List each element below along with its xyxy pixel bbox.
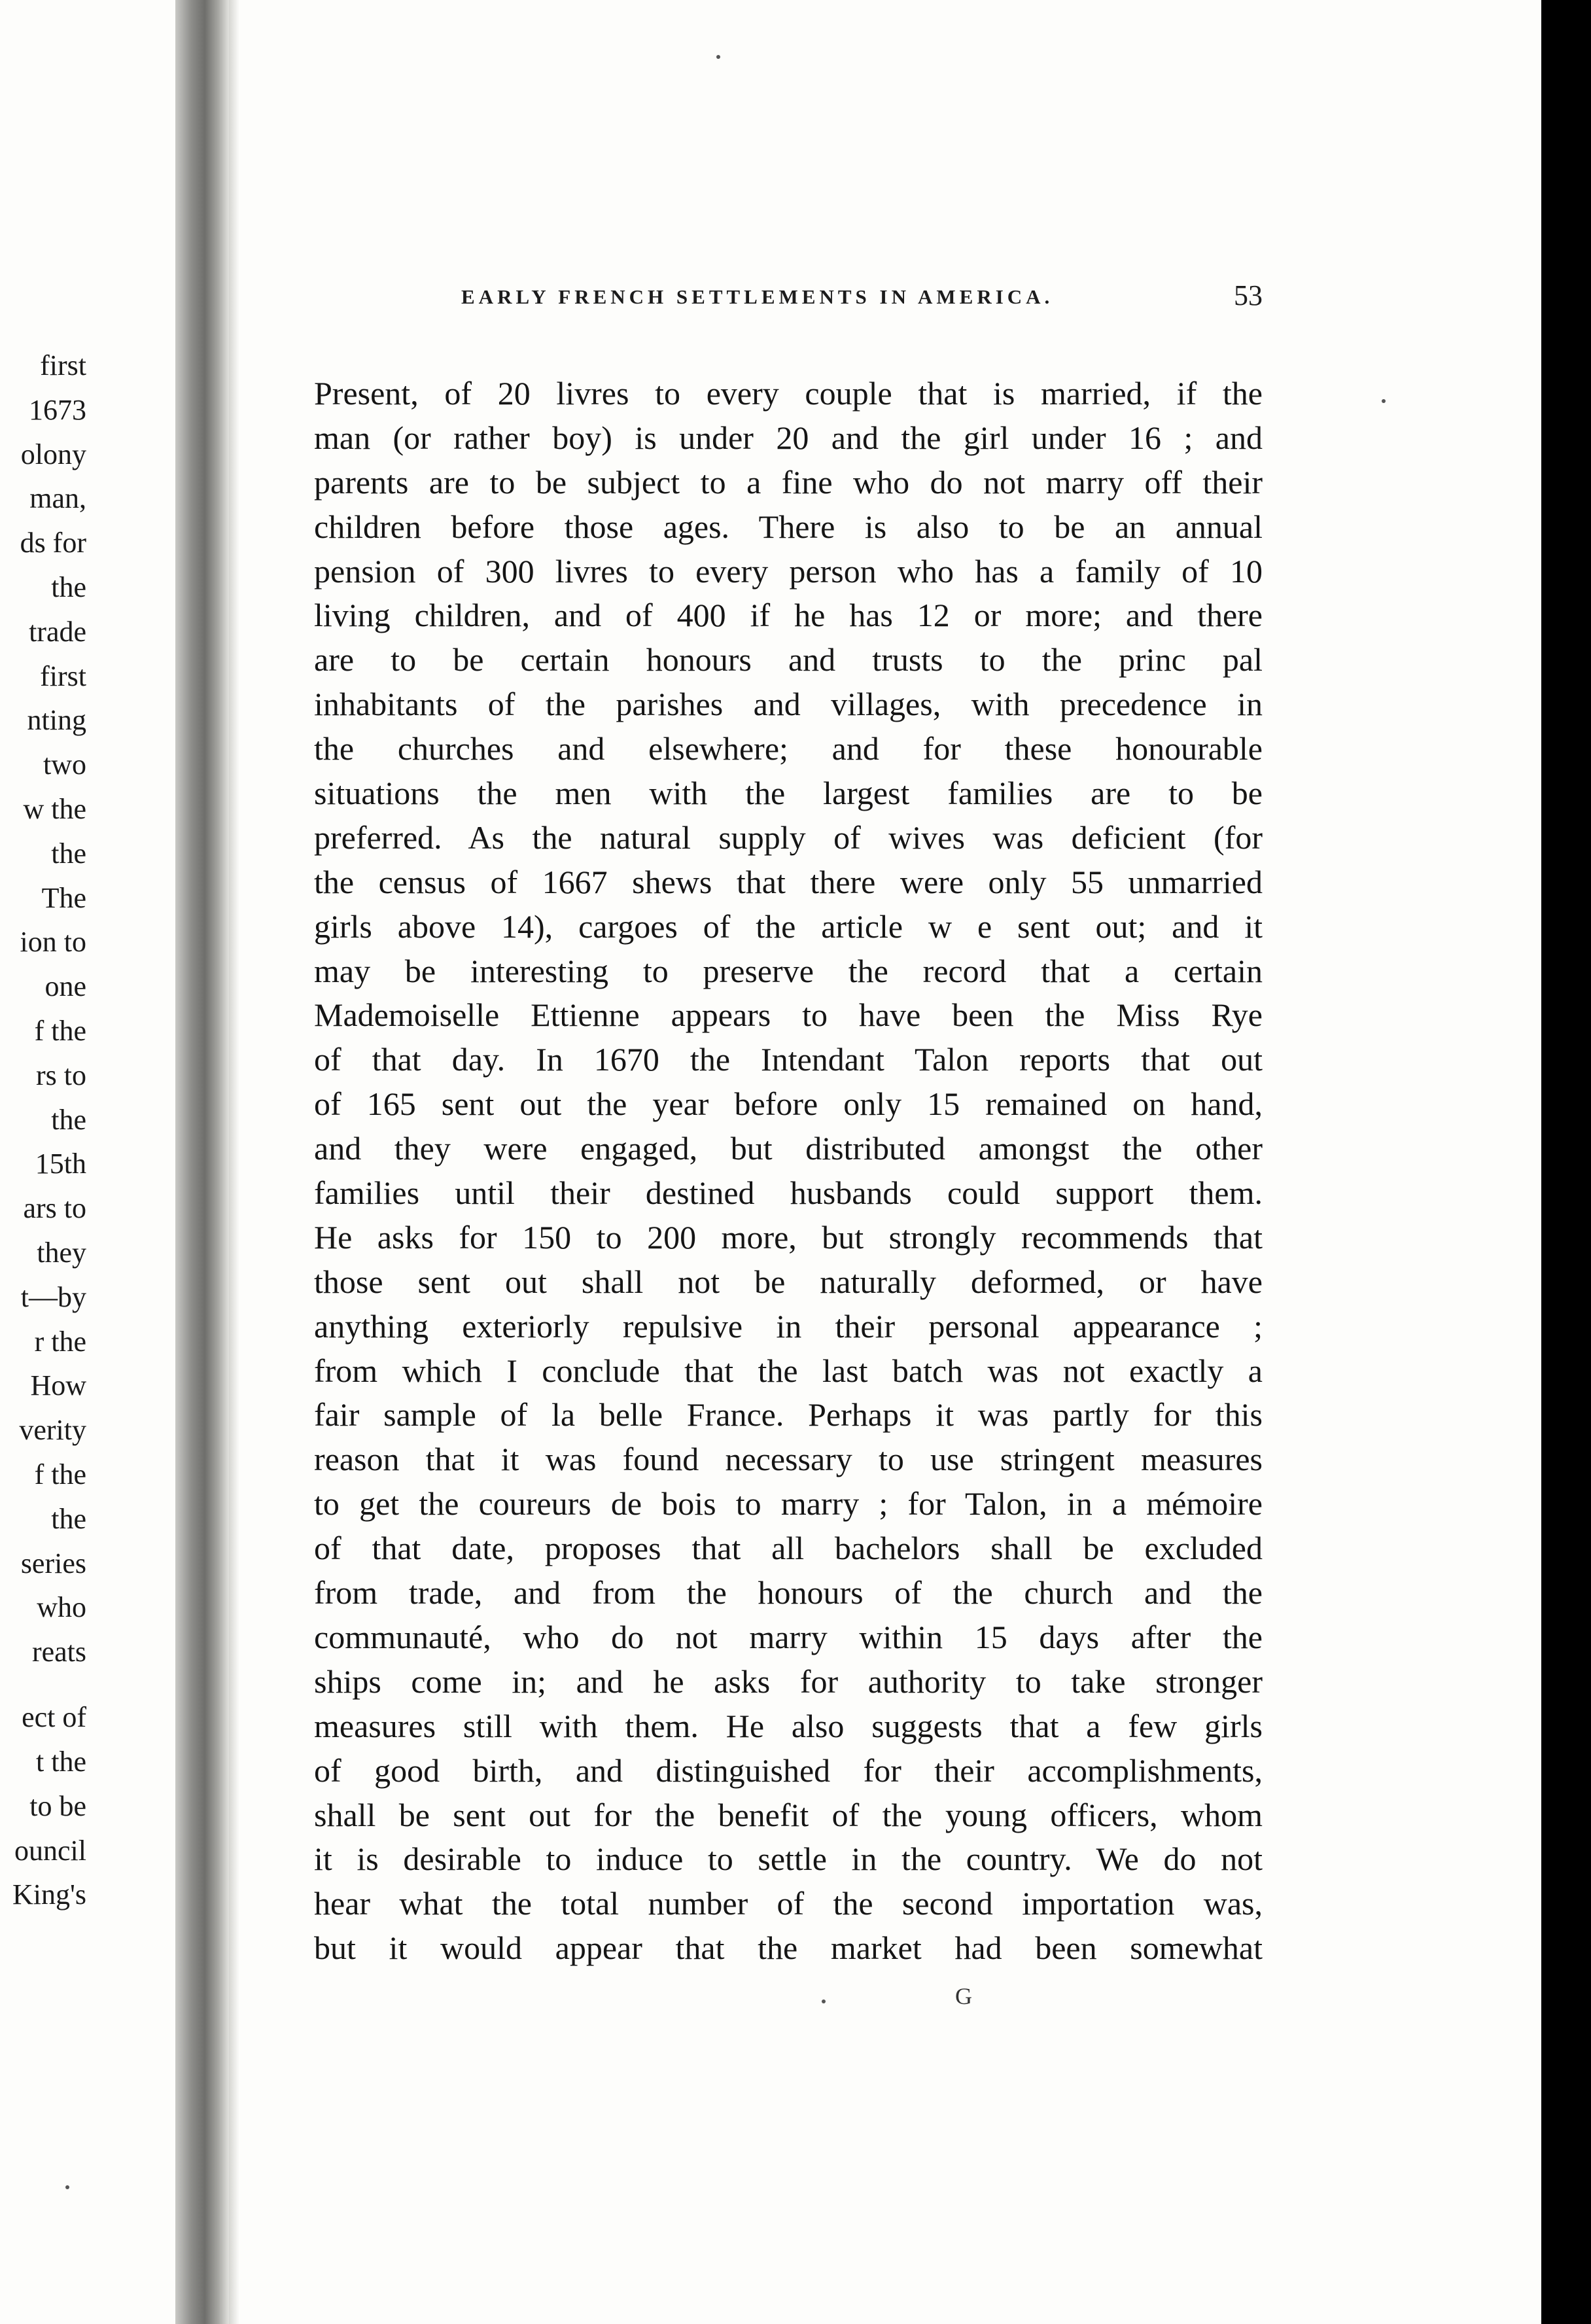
text-line: parents are to be subject to a fine who do not marry off their — [314, 463, 1263, 501]
fragment-line: ion to — [20, 926, 86, 959]
fragment-line: verity — [19, 1414, 86, 1447]
fragment-line: w the — [23, 792, 86, 825]
fragment-line: r the — [34, 1325, 86, 1358]
fragment-line: nting — [27, 704, 86, 737]
scan-speck — [65, 2185, 69, 2189]
running-header — [314, 279, 1263, 318]
scan-speck — [716, 55, 720, 59]
fragment-line: 1673 — [29, 393, 86, 426]
text-line: it is desirable to induce to settle in the country. We do not — [314, 1840, 1263, 1878]
text-line: man (or rather boy) is under 20 and the girl under 16 ; and — [314, 419, 1263, 456]
fragment-line: The — [41, 881, 86, 914]
text-line: situations the men with the largest families are to be — [314, 775, 1263, 812]
fragment-line: two — [43, 748, 86, 781]
text-line: the census of 1667 shews that there were only 55 unmarried — [314, 863, 1263, 900]
text-line: reason that it was found necessary to use stringent measures — [314, 1441, 1263, 1478]
fragment-line: they — [37, 1236, 86, 1269]
text-line: He asks for 150 to 200 more, but strongly recommends that — [314, 1218, 1263, 1256]
text-line: Mademoiselle Ettienne appears to have been the Miss Rye — [314, 996, 1263, 1034]
fragment-line: ars to — [23, 1192, 86, 1225]
fragment-line: the — [51, 837, 86, 870]
facing-page-fragments — [0, 343, 86, 1917]
fragment-line: How — [30, 1369, 86, 1402]
fragment-line: ouncil — [14, 1834, 86, 1867]
book-gutter-shadow — [175, 0, 229, 2324]
fragment-line: 15th — [35, 1148, 86, 1180]
text-line: to get the coureurs de bois to marry ; for Talon, in a mémoire — [314, 1485, 1263, 1523]
fragment-line: rs to — [36, 1059, 86, 1091]
text-line: of that day. In 1670 the Intendant Talon reports that out — [314, 1041, 1263, 1078]
fragment-line: olony — [20, 438, 86, 470]
text-line: may be interesting to preserve the record that a certain — [314, 952, 1263, 989]
text-line: pension of 300 livres to every person who has a family of 10 — [314, 552, 1263, 590]
text-line: from trade, and from the honours of the church and the — [314, 1574, 1263, 1611]
fragment-line: who — [37, 1591, 86, 1624]
text-line: Present, of 20 livres to every couple that is married, if the — [314, 375, 1263, 412]
fragment-line: man, — [29, 482, 86, 515]
fragment-line: first — [40, 349, 86, 381]
fragment-line: reats — [31, 1636, 86, 1668]
fragment-line: trade — [29, 615, 86, 648]
fragment-line: the — [51, 1103, 86, 1136]
text-line: from which I conclude that the last batch was not exactly a — [314, 1352, 1263, 1389]
fragment-line: the — [51, 1502, 86, 1535]
text-line: children before those ages. There is also to be an annual — [314, 508, 1263, 545]
text-line: the churches and elsewhere; and for these honourable — [314, 730, 1263, 767]
fragment-line: ect of — [22, 1701, 86, 1734]
fragment-line: to be — [29, 1789, 86, 1822]
text-line: living children, and of 400 if he has 12 or more; and there — [314, 597, 1263, 634]
text-line: of that date, proposes that all bachelors shall be excluded — [314, 1530, 1263, 1567]
text-line: of 165 sent out the year before only 15 remained on hand, — [314, 1085, 1263, 1123]
text-line: inhabitants of the parishes and villages, with precedence in — [314, 686, 1263, 723]
body-text — [314, 372, 1263, 1971]
running-title: EARLY FRENCH SETTLEMENTS IN AMERICA. — [461, 285, 1054, 308]
scan-speck — [1382, 399, 1386, 403]
fragment-line: f the — [34, 1014, 86, 1047]
text-line: families until their destined husbands could support them. — [314, 1174, 1263, 1212]
text-line: fair sample of la belle France. Perhaps it was partly for this — [314, 1396, 1263, 1434]
fragment-line: ds for — [20, 527, 86, 559]
fragment-line: t—by — [20, 1280, 86, 1313]
scan-speck — [822, 1999, 826, 2003]
text-line: of good birth, and distinguished for their accomplishments, — [314, 1752, 1263, 1789]
text-line: and they were engaged, but distributed amongst the other — [314, 1130, 1263, 1167]
text-line: girls above 14), cargoes of the article w e sent out; and it — [314, 907, 1263, 945]
text-line: are to be certain honours and trusts to the princ pal — [314, 641, 1263, 678]
text-line: communauté, who do not marry within 15 days after the — [314, 1618, 1263, 1655]
fragment-line: f the — [34, 1458, 86, 1490]
fragment-line: King's — [12, 1878, 86, 1911]
text-line: but it would appear that the market had been somewhat — [314, 1929, 1263, 1967]
fragment-line: t the — [36, 1745, 86, 1778]
fragment-line: one — [44, 970, 86, 1003]
fragment-line: the — [51, 571, 86, 603]
page-number: 53 — [1234, 279, 1263, 311]
text-line: shall be sent out for the benefit of the young officers, whom — [314, 1796, 1263, 1833]
text-line: ships come in; and he asks for authority to take stronger — [314, 1663, 1263, 1700]
text-line: preferred. As the natural supply of wives was deficient (for — [314, 819, 1263, 856]
fragment-line: first — [40, 660, 86, 692]
signature-mark: G — [955, 1983, 972, 2009]
fragment-line: series — [20, 1547, 86, 1579]
text-line: measures still with them. He also suggests that a few girls — [314, 1707, 1263, 1744]
gutter-edge — [229, 0, 239, 2324]
text-line: anything exteriorly repulsive in their personal appearance ; — [314, 1307, 1263, 1345]
text-line: hear what the total number of the second importation was, — [314, 1885, 1263, 1922]
text-line: those sent out shall not be naturally deformed, or have — [314, 1263, 1263, 1300]
